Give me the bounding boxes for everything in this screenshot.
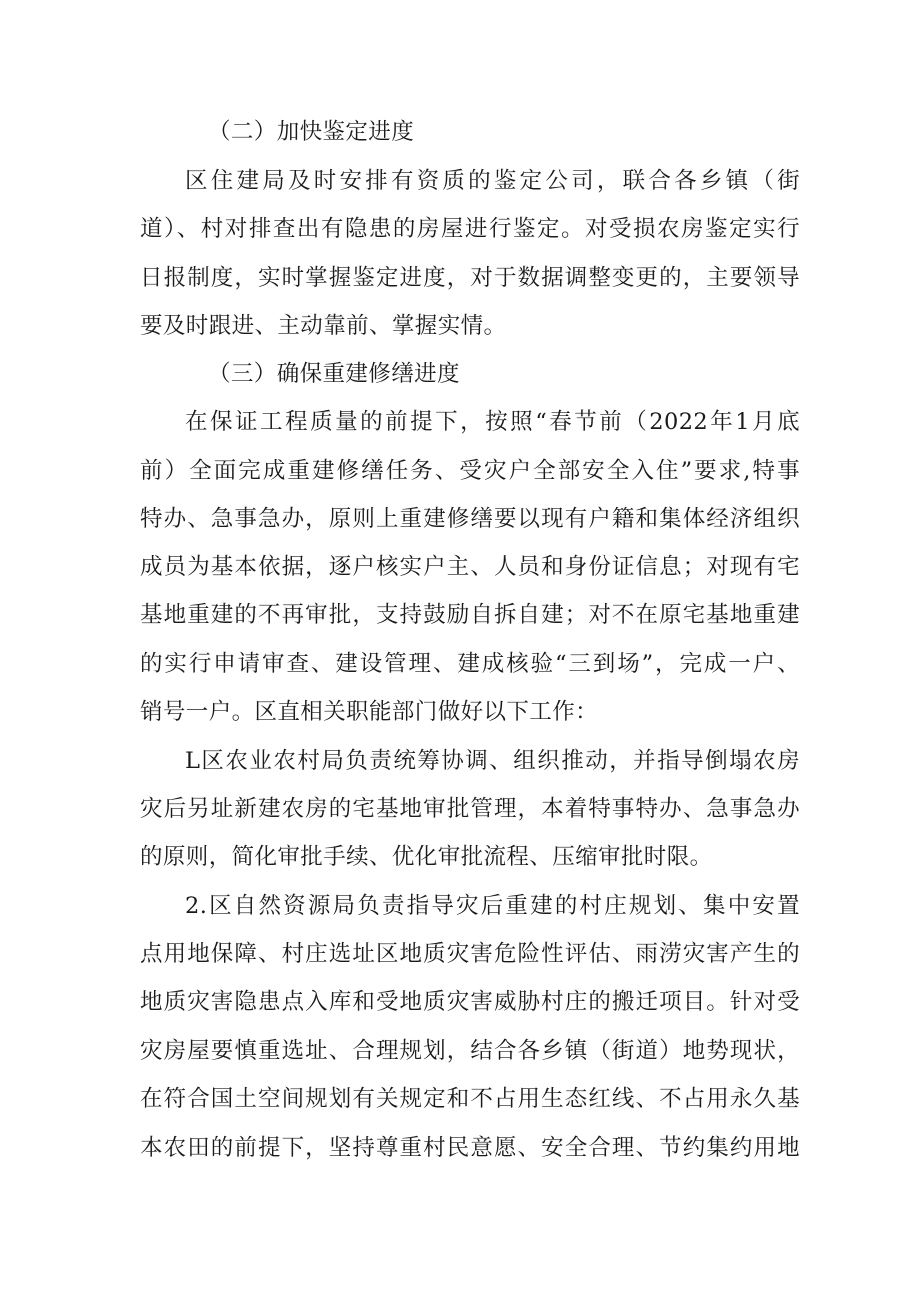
- paragraph-2-line-1: 在保证工程质量的前提下，按照“春节前（2022年1月底: [185, 409, 800, 435]
- section-heading-2: （二）加快鉴定进度: [208, 119, 415, 145]
- section-heading-3: （三）确保重建修缮进度: [208, 361, 460, 387]
- paragraph-2-line-7: 销号一户。区直相关职能部门做好以下工作：: [140, 699, 599, 725]
- paragraph-2-line-5: 基地重建的不再审批，支持鼓励自拆自建；对不在原宅基地重建: [140, 602, 800, 628]
- paragraph-4-line-2: 点用地保障、村庄选址区地质灾害危险性评估、雨涝灾害产生的: [140, 941, 800, 967]
- paragraph-3-line-3: 的原则，简化审批手续、优化审批流程、压缩审批时限。: [140, 844, 713, 870]
- paragraph-4-line-5: 在符合国土空间规划有关规定和不占用生态红线、不占用永久基: [140, 1086, 800, 1112]
- paragraph-1-line-3: 日报制度，实时掌握鉴定进度，对于数据调整变更的，主要领导: [140, 265, 800, 291]
- paragraph-4-line-6: 本农田的前提下，坚持尊重村民意愿、安全合理、节约集约用地: [140, 1135, 800, 1161]
- paragraph-2-line-4: 成员为基本依据，逐户核实户主、人员和身份证信息；对现有宅: [140, 554, 800, 580]
- paragraph-4-line-1: 2.区自然资源局负责指导灾后重建的村庄规划、集中安置: [185, 893, 800, 919]
- paragraph-1-line-4: 要及时跟进、主动靠前、掌握实情。: [140, 313, 507, 339]
- paragraph-3-line-2: 灾后另址新建农房的宅基地审批管理，本着特事特办、急事急办: [140, 796, 800, 822]
- paragraph-2-line-2: 前）全面完成重建修缮任务、受灾户全部安全入住”要求,特事: [140, 458, 800, 484]
- paragraph-2-line-6: 的实行申请审查、建设管理、建成核验“三到场”，完成一户、: [140, 651, 800, 677]
- paragraph-4-line-3: 地质灾害隐患点入库和受地质灾害威胁村庄的搬迁项目。针对受: [140, 989, 800, 1015]
- paragraph-3-line-1: L区农业农村局负责统筹协调、组织推动，并指导倒塌农房: [185, 748, 800, 774]
- paragraph-1-line-2: 道）、村对排查出有隐患的房屋进行鉴定。对受损农房鉴定实行: [140, 216, 800, 242]
- paragraph-1-line-1: 区住建局及时安排有资质的鉴定公司，联合各乡镇（街: [185, 168, 800, 194]
- paragraph-4-line-4: 灾房屋要慎重选址、合理规划，结合各乡镇（街道）地势现状，: [140, 1038, 800, 1064]
- paragraph-2-line-3: 特办、急事急办，原则上重建修缮要以现有户籍和集体经济组织: [140, 506, 800, 532]
